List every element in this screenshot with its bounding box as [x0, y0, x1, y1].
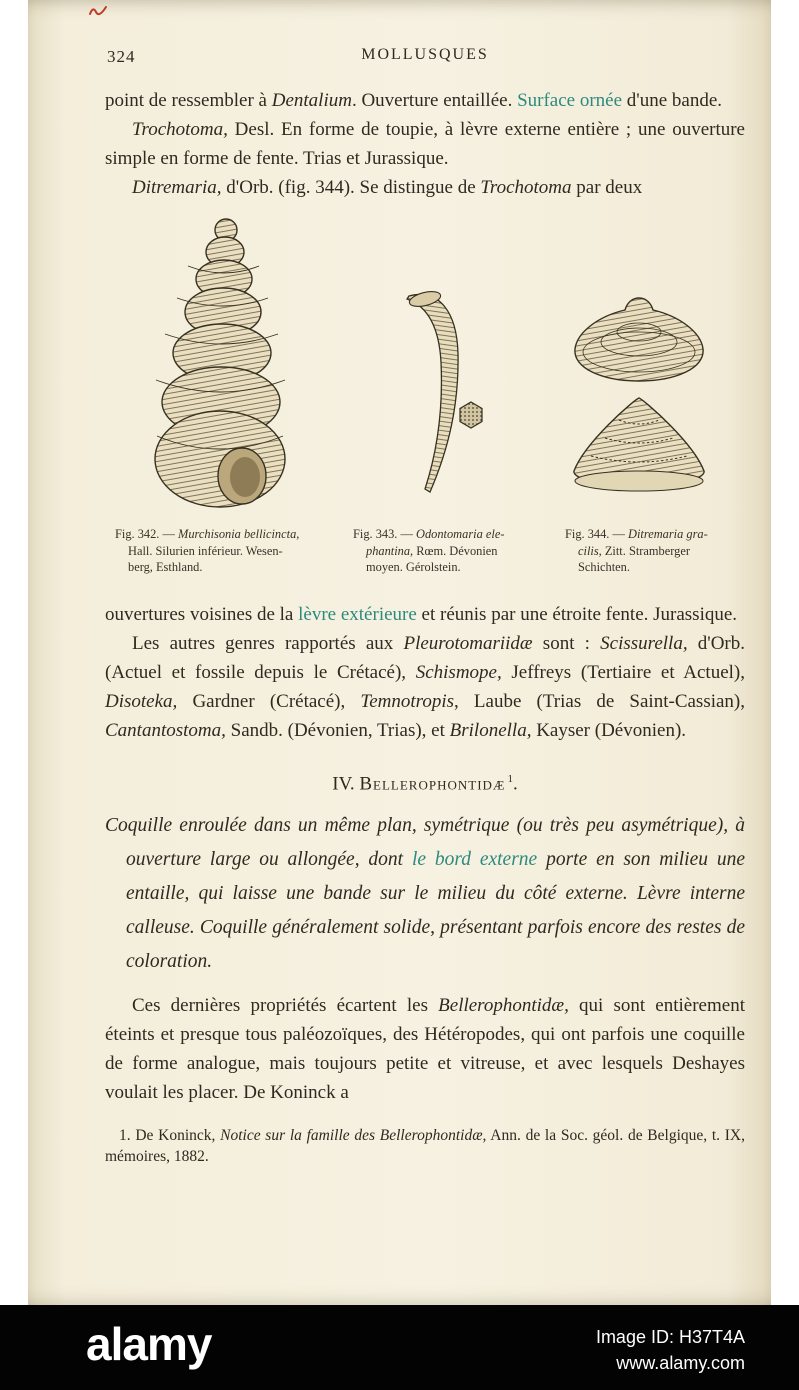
text-run: .	[512, 772, 518, 794]
section-number: IV.	[332, 772, 360, 794]
figure-344-caption	[565, 526, 740, 576]
odontomaria-shell-illustration	[387, 286, 487, 498]
text-run: porte en son milieu une entaille, qui laisse une bande sur le milieu du côté externe. Lèvre interne calleuse. Coquille généralement solide, présentant parfois encore des restes de coloration.	[126, 848, 745, 972]
text-run: 1. De Koninck,	[119, 1126, 221, 1144]
text-run: , Laube (Trias de Saint-Cassian),	[454, 690, 745, 712]
paragraph-autres-genres	[105, 629, 745, 745]
text-run: Zitt. Stramberger	[601, 543, 690, 558]
text-run: qui sont entièrement éteints et presque tous paléozoïques, des Hétéropodes, qui ont parfois une coquille de forme analogue, mais toujours petite et vitreuse, et avec lesquels Deshayes voulait les placer. De Koninck a	[105, 994, 745, 1103]
taxon-name: phantina,	[366, 543, 414, 558]
text-run-teal: Surface ornée	[517, 90, 623, 111]
page-number: 324	[107, 47, 136, 66]
running-title: MOLLUSQUES	[361, 46, 489, 63]
caption-line: moyen. Gérolstein.	[366, 560, 461, 574]
shell-cross-section	[460, 402, 482, 428]
figure-row	[105, 212, 745, 512]
text-run: Ces dernières propriétés écartent les	[132, 994, 439, 1016]
image-metadata	[596, 1324, 745, 1376]
figure-label: Fig. 343. —	[353, 527, 416, 541]
family-name: Bellerophontidæ	[359, 772, 506, 794]
caption-line	[115, 526, 337, 543]
text-run: point de ressembler à	[105, 90, 272, 111]
figure-343-caption	[353, 526, 535, 576]
text-run: Kayser (Dévonien).	[531, 719, 687, 741]
page-content	[105, 46, 745, 1167]
footnote-reference: 1	[507, 772, 513, 785]
taxon-name: Ditremaria,	[132, 177, 222, 198]
footnote	[105, 1125, 745, 1167]
text-run: et réunis par une étroite fente. Jurassique.	[416, 603, 738, 625]
paragraph-ces-dernieres	[105, 991, 745, 1107]
taxon-name: Scissurella,	[600, 632, 688, 654]
text-run: . Ouverture entaillée.	[351, 90, 518, 111]
taxon-name: Odontomaria ele-	[416, 527, 505, 541]
text-run: Ann. de la Soc. géol. de Belgique, t. IX, mémoires, 1882.	[105, 1126, 745, 1165]
text-run-teal: lèvre extérieure	[298, 603, 417, 625]
text-run: Sandb. (Dévonien, Trias), et	[225, 719, 450, 741]
figure-label: Fig. 344. —	[565, 527, 628, 541]
taxon-name: Pleurotomariidæ	[403, 632, 533, 654]
ditremaria-shells-illustration	[563, 292, 715, 498]
taxon-name: Trochotoma	[480, 177, 572, 198]
taxon-name: Disoteka,	[105, 690, 178, 712]
text-run: Gardner (Crétacé),	[177, 690, 361, 712]
section-heading	[105, 773, 745, 795]
paragraph-trochotoma	[105, 115, 745, 173]
figure-label: Fig. 342. —	[115, 527, 178, 541]
caption-line	[565, 526, 740, 543]
book-paper	[28, 0, 771, 1305]
paragraph-dentalium	[105, 86, 745, 115]
alamy-watermark-bar	[0, 1305, 799, 1390]
caption-line: Schichten.	[578, 560, 630, 574]
text-run: d'Orb. (fig. 344). Se distingue de	[221, 177, 481, 198]
taxon-name: Trochotoma,	[132, 119, 228, 140]
alamy-url: www.alamy.com	[616, 1353, 745, 1373]
caption-line	[353, 543, 535, 560]
text-run: Les autres genres rapportés aux	[132, 632, 404, 654]
alamy-logo: alamy	[86, 1318, 212, 1370]
paragraph-ditremaria	[105, 173, 745, 202]
paragraph-ouvertures	[105, 600, 745, 629]
text-run: Desl. En forme de toupie, à lèvre externe entière ; une ouverture simple en forme de fente. Trias et Jurassique.	[105, 119, 745, 169]
taxon-name: Dentalium	[271, 90, 352, 111]
text-run: par deux	[571, 177, 643, 198]
red-pencil-mark	[88, 4, 110, 20]
caption-line	[353, 526, 535, 543]
text-run-teal: le bord externe	[411, 848, 538, 870]
text-run: d'Orb. (Actuel et fossile depuis le Crétacé),	[105, 632, 745, 683]
taxon-name: Brilonella,	[449, 719, 532, 741]
caption-line	[565, 543, 740, 560]
text-run: sont :	[532, 632, 601, 654]
caption-line: berg, Esthland.	[128, 560, 203, 574]
caption-row	[105, 526, 745, 576]
taxon-name: Bellerophontidæ,	[438, 994, 569, 1016]
text-run: d'une bande.	[622, 90, 723, 111]
taxon-name: Murchisonia bellicincta,	[178, 527, 300, 541]
text-run: ouvertures voisines de la	[105, 603, 299, 625]
page-header	[105, 46, 745, 72]
text-run: Rœm. Dévonien	[413, 543, 498, 558]
text-run: Coquille enroulée dans un même plan, symétrique (ou très peu asymétrique), à ouverture large ou allongée, dont	[105, 814, 745, 870]
taxon-name: Schismope,	[415, 661, 502, 683]
figure-342-caption	[115, 526, 337, 576]
murchisonia-shell-illustration	[147, 214, 297, 510]
taxon-name: cilis,	[578, 543, 602, 558]
image-id: Image ID: H37T4A	[595, 1327, 745, 1347]
taxon-name: Cantantostoma,	[105, 719, 226, 741]
work-title: Notice sur la famille des Bellerophontidæ,	[220, 1126, 487, 1144]
caption-line: Hall. Silurien inférieur. Wesen-	[128, 543, 283, 558]
text-run: Jeffreys (Tertiaire et Actuel),	[501, 661, 745, 683]
taxon-name: Temnotropis	[360, 690, 455, 712]
taxon-name: Ditremaria gra-	[628, 527, 708, 541]
paragraph-diagnosis-coquille	[105, 809, 745, 979]
